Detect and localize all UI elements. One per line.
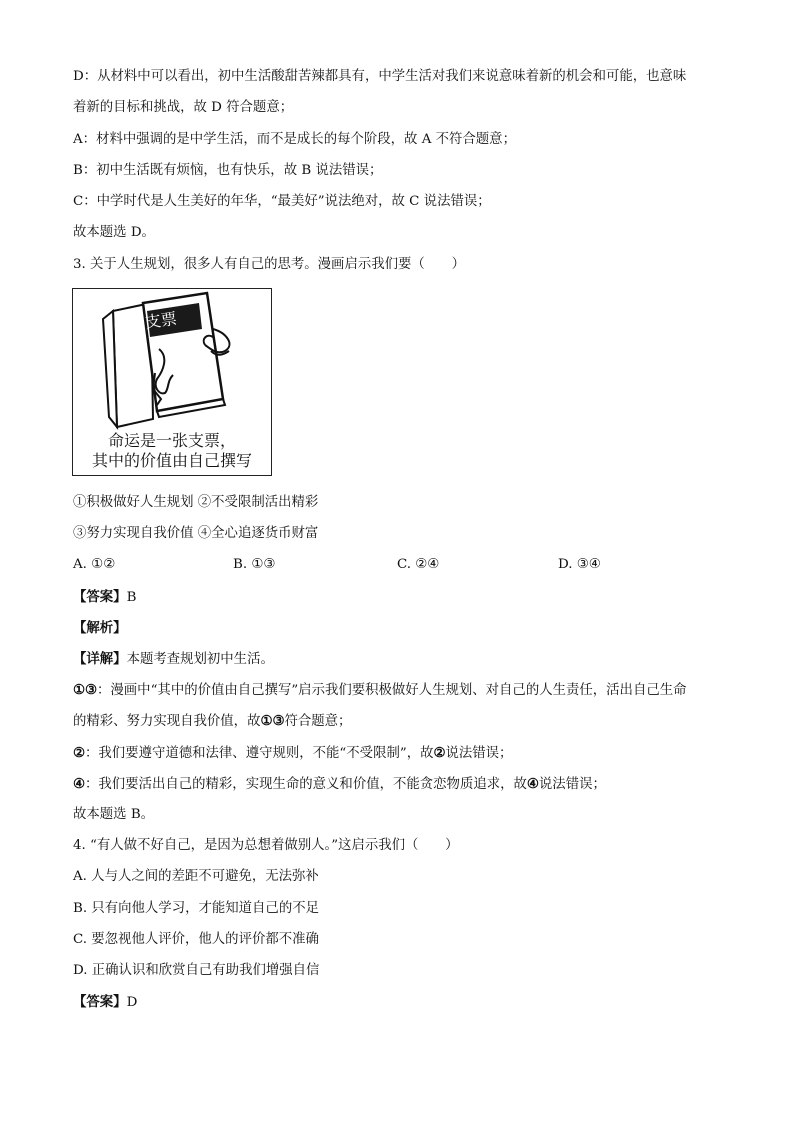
answer-value: B	[126, 590, 137, 605]
q3-explanation-2	[73, 744, 512, 763]
q3-explanation-3	[73, 775, 606, 794]
q4-option-c: C. 要忽视他人评价，他人的评价都不准确	[73, 932, 319, 947]
answer-label: 【答案】	[73, 589, 127, 605]
q4-stem: 4. “有人做不好自己，是因为总想着做别人。”这启示我们（ ）	[73, 838, 459, 853]
q3-conclusion: 故本题选 B。	[73, 807, 155, 822]
q3-stem: 3. 关于人生规划，很多人有自己的思考。漫画启示我们要（ ）	[73, 257, 465, 272]
exp3-post: 说法错误；	[538, 777, 606, 792]
q3-explanation-1-cont	[73, 712, 351, 731]
exp1-text: ：漫画中“其中的价值由自己撰写”启示我们要积极做好人生规划、对自己的人生责任，活出自己生命	[97, 683, 687, 698]
q3-detail	[73, 650, 274, 669]
q3-statements-2: ③努力实现自我价值 ④全心追逐货币财富	[73, 526, 319, 541]
q3-statements-1: ①积极做好人生规划 ②不受限制活出精彩	[73, 495, 319, 510]
answer-label: 【答案】	[73, 994, 127, 1010]
q4-answer	[73, 993, 137, 1012]
q2-conclusion: 故本题选 D。	[73, 225, 155, 240]
q4-option-b: B. 只有向他人学习，才能知道自己的不足	[73, 901, 319, 916]
q4-option-d: D. 正确认识和欣赏自己有助我们增强自信	[73, 963, 320, 978]
cartoon-caption-line-1: 命运是一张支票，	[107, 431, 236, 450]
exp2-post: 说法错误；	[445, 746, 513, 761]
q3-option-a: A. ①②	[73, 557, 116, 572]
exp1-line2-pre: 的精彩、努力实现自我价值，故	[73, 714, 261, 729]
exp3-text: ：我们要活出自己的精彩，实现生命的意义和价值，不能贪恋物质追求，故	[85, 777, 527, 792]
exp1-line2-key: ①③	[260, 713, 285, 729]
q3-option-b: B. ①③	[233, 557, 276, 572]
exp3-key: ④	[73, 776, 86, 792]
q3-analysis-label: 【解析】	[73, 620, 127, 636]
q4-option-a: A. 人与人之间的差距不可避免，无法弥补	[73, 869, 319, 884]
answer-value: D	[126, 995, 138, 1010]
q3-answer	[73, 588, 136, 607]
q3-option-d: D. ③④	[558, 557, 601, 572]
exp1-line2-post: 符合题意；	[284, 714, 352, 729]
q3-explanation-1	[73, 681, 687, 700]
exp2-text: ：我们要遵守道德和法律、遵守规则，不能“不受限制”，故	[85, 746, 434, 761]
analysis-b-line: B：初中生活既有烦恼，也有快乐，故 B 说法错误；	[73, 163, 383, 178]
analysis-d-line-2: 着新的目标和挑战，故 D 符合题意；	[73, 100, 294, 115]
detail-text: 本题考查规划初中生活。	[126, 652, 274, 667]
cartoon-caption-line-2: 其中的价值由自己撰写	[91, 451, 252, 470]
detail-label: 【详解】	[73, 651, 127, 667]
exp3-key2: ④	[526, 776, 539, 792]
exp1-key: ①③	[73, 682, 98, 698]
q3-option-c: C. ②④	[397, 557, 440, 572]
exp2-key: ②	[73, 745, 86, 761]
exp2-key2: ②	[433, 745, 446, 761]
analysis-c-line: C：中学时代是人生美好的年华，“最美好”说法绝对，故 C 说法错误；	[73, 194, 491, 209]
cheque-title: 支票	[143, 308, 179, 333]
analysis-a-line: A：材料中强调的是中学生活，而不是成长的每个阶段，故 A 不符合题意；	[73, 132, 516, 147]
cartoon-figure	[72, 288, 272, 476]
analysis-d-line-1: D：从材料中可以看出，初中生活酸甜苦辣都具有，中学生活对我们来说意味着新的机会和可能，也意味	[73, 69, 687, 84]
